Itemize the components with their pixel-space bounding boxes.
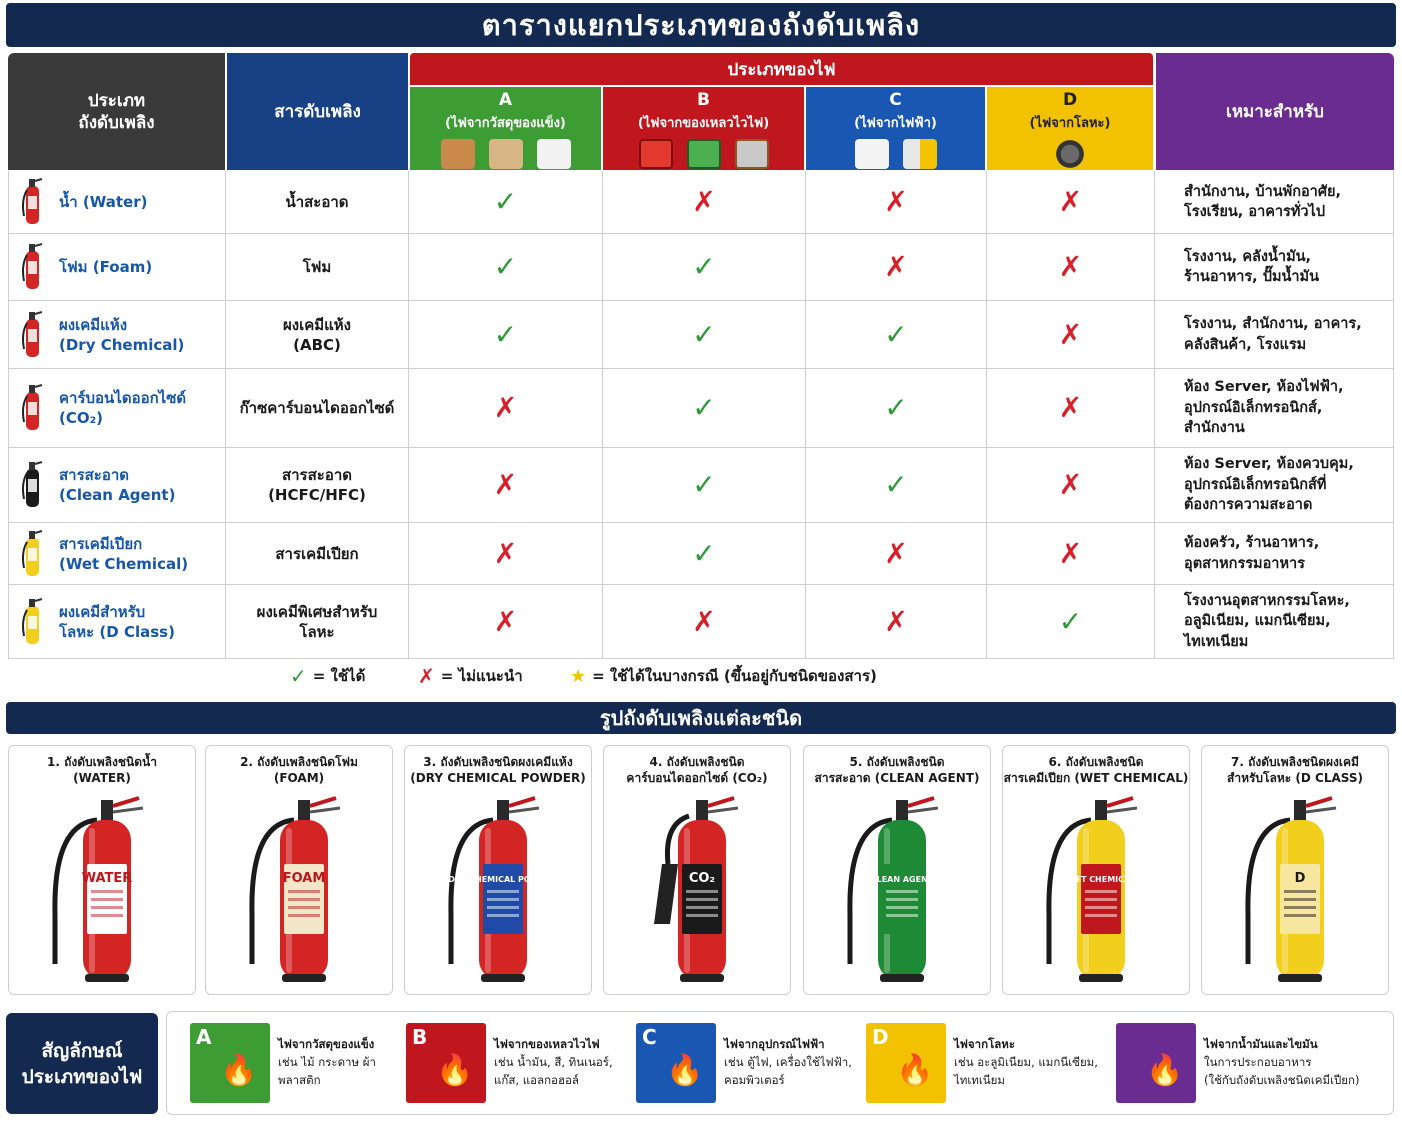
header-type-line2: ถังดับเพลิง	[78, 112, 155, 133]
cell-suitable	[1155, 171, 1394, 233]
cell-class-b	[603, 369, 806, 447]
cell-suitable	[1155, 523, 1394, 584]
cell-type	[8, 448, 226, 522]
type-name-line1: โฟม (Foam)	[59, 258, 153, 276]
suitable-line1: ห้อง Server, ห้องควบคุม,	[1184, 456, 1354, 473]
cross-icon: ✗	[1058, 317, 1083, 351]
symbol-desc-line2: (ใช้กับถังดับเพลิงชนิดเคมีเปียก)	[1204, 1073, 1360, 1087]
extinguisher-icon	[19, 176, 45, 228]
check-icon: ✓	[692, 250, 716, 283]
agent-line1: สารเคมีเปียก	[275, 544, 359, 563]
symbols-title-line1: สัญลักษณ์	[41, 1039, 123, 1062]
gears-icon	[1053, 139, 1087, 169]
card-caption-line2: สำหรับโลหะ (D CLASS)	[1227, 771, 1363, 785]
suitable-line1: โรงงานอุตสาหกรรมโลหะ,	[1184, 592, 1350, 609]
symbol-desc-line2: พลาสติก	[278, 1073, 321, 1087]
cross-icon: ✗	[884, 185, 908, 218]
type-name-line1: น้ำ (Water)	[59, 193, 148, 211]
cell-suitable	[1155, 234, 1394, 300]
suitable-line2: โรงเรียน, อาคารทั่วไป	[1184, 204, 1326, 220]
symbol-letter: D	[872, 1025, 889, 1049]
cell-type	[8, 301, 226, 368]
suitable-line2: อุปกรณ์อิเล็กทรอนิกส์ที่	[1184, 476, 1327, 493]
cell-class-b	[603, 301, 806, 368]
type-name-line2: (Clean Agent)	[59, 486, 176, 504]
extinguisher-image	[634, 794, 762, 989]
fuel-can-icon	[639, 139, 673, 169]
class-c-header	[806, 87, 985, 170]
extinguisher-icon	[19, 528, 45, 580]
cell-agent	[226, 585, 409, 658]
cell-agent	[226, 523, 409, 584]
type-name-line1: ผงเคมีแห้ง	[59, 315, 128, 334]
symbol-desc-line2: คอมพิวเตอร์	[724, 1073, 785, 1087]
symbol-title: ไฟจากโลหะ	[954, 1037, 1016, 1051]
legend-star-text: = ใช้ได้ในบางกรณี (ขึ้นอยู่กับชนิดของสาร)	[592, 667, 877, 685]
table-row	[8, 369, 1394, 448]
card-caption-line2: (WATER)	[73, 771, 131, 785]
cell-class-c	[806, 234, 987, 300]
header-fire-types	[410, 53, 1153, 85]
symbol-desc-line1: เช่น ตู้ไฟ, เครื่องใช้ไฟฟ้า,	[724, 1055, 852, 1069]
cell-suitable	[1155, 585, 1394, 658]
cross-icon: ✗	[1058, 250, 1083, 283]
cell-suitable	[1155, 369, 1394, 447]
cell-class-c	[806, 171, 987, 233]
cell-class-b	[603, 585, 806, 658]
electric-fire-icon: C 🔥	[636, 1023, 716, 1103]
check-icon: ✓	[884, 391, 908, 424]
symbol-letter: C	[642, 1025, 657, 1049]
class-c-desc: (ไฟจากไฟฟ้า)	[854, 116, 937, 131]
symbol-letter: A	[196, 1025, 212, 1049]
check-icon: ✓	[884, 468, 908, 501]
class-b-header	[603, 87, 804, 170]
extinguisher-image	[236, 794, 364, 989]
cell-class-c	[806, 369, 987, 447]
cell-agent	[226, 448, 409, 522]
cell-type	[8, 523, 226, 584]
agent-line1: ผงเคมีแห้ง	[282, 315, 352, 334]
class-b-letter: B	[697, 90, 710, 110]
extinguisher-card	[1002, 745, 1190, 995]
header-agent-label: สารดับเพลิง	[274, 102, 361, 122]
table-row	[8, 448, 1394, 523]
cell-class-d	[987, 523, 1155, 584]
table-row	[8, 523, 1394, 585]
symbols-title-line2: ประเภทของไฟ	[21, 1065, 143, 1088]
card-caption-line2: (FOAM)	[273, 771, 325, 785]
cell-class-a	[409, 369, 603, 447]
cross-icon: ✗	[1058, 391, 1083, 424]
card-caption-line1: 1. ถังดับเพลิงชนิดน้ำ	[47, 755, 157, 769]
cell-class-c	[806, 301, 987, 368]
cross-icon: ✗	[418, 664, 435, 688]
cell-class-a	[409, 448, 603, 522]
cell-class-a	[409, 234, 603, 300]
type-name-line1: สารเคมีเปียก	[59, 534, 143, 553]
header-extinguisher-type	[8, 53, 225, 170]
cell-class-b	[603, 448, 806, 522]
suitable-line2: อุตสาหกรรมอาหาร	[1184, 555, 1305, 572]
suitable-line1: ห้องครัว, ร้านอาหาร,	[1184, 535, 1320, 551]
extinguisher-icon	[19, 309, 45, 361]
cell-class-d	[987, 448, 1155, 522]
symbol-desc-line2: แก๊ส, แอลกอฮอล์	[494, 1073, 579, 1087]
check-icon: ✓	[692, 536, 716, 570]
type-name-line1: ผงเคมีสำหรับ	[59, 602, 146, 621]
metal-fire-icon: D 🔥	[866, 1023, 946, 1103]
class-d-desc: (ไฟจากโลหะ)	[1029, 116, 1111, 131]
suitable-line3: ไทเทเนียม	[1184, 633, 1249, 650]
fire-symbol	[636, 1023, 852, 1103]
check-icon: ✓	[493, 185, 518, 218]
extinguisher-label: FOAM	[282, 871, 326, 886]
agent-line1: น้ำสะอาด	[285, 193, 349, 211]
table-row	[8, 585, 1394, 659]
fire-symbol	[1116, 1023, 1359, 1103]
extinguisher-card	[404, 745, 592, 995]
extinguisher-icon	[19, 382, 45, 434]
symbol-title: ไฟจากของเหลวไวไฟ	[494, 1037, 600, 1051]
cell-class-a	[409, 523, 603, 584]
extinguisher-label: DRY CHEMICAL POWDER	[448, 875, 558, 884]
box-icon	[489, 139, 523, 169]
header-agent	[227, 53, 408, 170]
extinguisher-label: D	[1294, 871, 1306, 886]
header-fire-types-label: ประเภทของไฟ	[727, 59, 836, 80]
cell-agent	[226, 301, 409, 368]
symbol-desc-line1: ในการประกอบอาหาร	[1204, 1055, 1312, 1069]
suitable-line2: คลังสินค้า, โรงแรม	[1184, 336, 1307, 353]
type-name-line2: โลหะ (D Class)	[59, 622, 175, 641]
extinguisher-icon	[19, 241, 45, 293]
agent-line2: (HCFC/HFC)	[268, 486, 366, 504]
class-d-header	[987, 87, 1153, 170]
pan-fire-icon: 🔥	[1116, 1023, 1196, 1103]
extinguisher-label: CLEAN AGENT	[870, 875, 934, 884]
check-icon: ✓	[1058, 604, 1083, 638]
fire-symbol	[406, 1023, 613, 1103]
suitable-line2: ร้านอาหาร, ปั๊มน้ำมัน	[1184, 269, 1320, 285]
cross-icon: ✗	[493, 468, 518, 501]
suitable-line1: สำนักงาน, บ้านพักอาศัย,	[1184, 183, 1342, 200]
cross-icon: ✗	[692, 185, 716, 218]
agent-line1: ผงเคมีพิเศษสำหรับ	[256, 602, 378, 621]
extinguisher-label: WET CHEMICAL	[1066, 875, 1136, 884]
check-icon: ✓	[290, 664, 307, 688]
cell-class-c	[806, 523, 987, 584]
suitable-line2: อลูมิเนียม, แมกนีเซียม,	[1184, 613, 1331, 630]
symbol-desc-line1: เช่น อะลูมิเนียม, แมกนีเซียม,	[954, 1055, 1098, 1069]
class-a-header	[410, 87, 601, 170]
star-icon: ★	[570, 665, 587, 687]
class-d-letter: D	[1062, 90, 1078, 110]
cell-type	[8, 171, 226, 233]
symbol-desc-line1: เช่น น้ำมัน, สี, ทินเนอร์,	[494, 1055, 613, 1069]
cross-icon: ✗	[493, 391, 518, 424]
check-icon: ✓	[692, 468, 716, 501]
table-row	[8, 171, 1394, 234]
cell-agent	[226, 171, 409, 233]
symbol-desc-line1: เช่น ไม้ กระดาษ ผ้า	[278, 1055, 376, 1069]
cross-icon: ✗	[884, 604, 908, 638]
cell-type	[8, 234, 226, 300]
cell-class-a	[409, 585, 603, 658]
check-icon: ✓	[884, 317, 908, 351]
check-icon: ✓	[493, 317, 518, 351]
class-a-desc: (ไฟจากวัสดุของแข็ง)	[445, 116, 566, 131]
suitable-line1: โรงงาน, สำนักงาน, อาคาร,	[1184, 316, 1362, 332]
cross-icon: ✗	[1058, 468, 1083, 501]
extinguisher-card	[1201, 745, 1389, 995]
symbols-title	[6, 1013, 158, 1114]
agent-line1: โฟม	[302, 258, 332, 276]
extinguisher-card	[8, 745, 196, 995]
cross-icon: ✗	[884, 250, 908, 283]
suitable-line3: ต้องการความสะอาด	[1184, 497, 1313, 514]
suitable-line1: ห้อง Server, ห้องไฟฟ้า,	[1184, 379, 1344, 396]
class-a-letter: A	[498, 90, 513, 110]
card-caption-line1: 2. ถังดับเพลิงชนิดโฟม	[240, 755, 358, 769]
cell-class-d	[987, 369, 1155, 447]
paper-icon	[537, 139, 571, 169]
check-icon: ✓	[493, 250, 518, 283]
legend-ok	[290, 664, 365, 688]
header-suitable	[1156, 53, 1394, 170]
type-name-line2: (Wet Chemical)	[59, 554, 189, 573]
cell-suitable	[1155, 448, 1394, 522]
section-title: รูปถังดับเพลิงแต่ละชนิด	[6, 702, 1396, 734]
extinguisher-icon	[19, 596, 45, 648]
symbol-title: ไฟจากอุปกรณ์ไฟฟ้า	[724, 1037, 825, 1051]
cell-class-d	[987, 234, 1155, 300]
extinguisher-card	[205, 745, 393, 995]
cell-class-d	[987, 301, 1155, 368]
agent-line1: ก๊าซคาร์บอนไดออกไซด์	[239, 399, 395, 417]
wood-icon	[441, 139, 475, 169]
type-name-line2: (CO₂)	[59, 409, 104, 427]
header-type-line1: ประเภท	[87, 90, 146, 111]
paint-can-icon	[735, 139, 769, 169]
extinguisher-image	[834, 794, 962, 989]
type-name-line2: (Dry Chemical)	[59, 335, 185, 354]
extinguisher-card	[603, 745, 791, 995]
card-caption-line1: 4. ถังดับเพลิงชนิด	[649, 755, 745, 769]
cell-class-a	[409, 171, 603, 233]
extinguisher-card	[803, 745, 991, 995]
cell-class-d	[987, 585, 1155, 658]
symbol-title: ไฟจากน้ำมันและไขมัน	[1204, 1037, 1318, 1051]
extinguisher-label: CO₂	[688, 871, 716, 886]
cell-class-b	[603, 234, 806, 300]
cell-class-b	[603, 523, 806, 584]
table-row	[8, 234, 1394, 301]
legend-no-text: = ไม่แนะนำ	[440, 667, 523, 685]
cell-class-c	[806, 448, 987, 522]
symbol-letter: B	[412, 1025, 428, 1049]
suitable-line2: อุปกรณ์อิเล็กทรอนิกส์,	[1184, 399, 1323, 416]
cell-type	[8, 585, 226, 658]
extinguisher-image	[1232, 794, 1360, 989]
check-icon: ✓	[692, 391, 716, 424]
cell-class-b	[603, 171, 806, 233]
fire-symbol	[866, 1023, 1098, 1103]
table-row	[8, 301, 1394, 369]
cross-icon: ✗	[884, 536, 908, 570]
extinguisher-image	[1033, 794, 1161, 989]
symbol-title: ไฟจากวัสดุของแข็ง	[278, 1037, 375, 1051]
cell-type	[8, 369, 226, 447]
cross-icon: ✗	[1058, 185, 1083, 218]
extinguisher-image	[39, 794, 167, 989]
cell-class-d	[987, 171, 1155, 233]
extinguisher-image	[435, 794, 563, 989]
card-caption-line2: สารเคมีเปียก (WET CHEMICAL)	[1003, 771, 1189, 785]
check-icon: ✓	[692, 317, 716, 351]
agent-line2: โลหะ	[299, 622, 335, 641]
trash-fire-icon: A 🔥	[190, 1023, 270, 1103]
suitable-line3: สำนักงาน	[1184, 420, 1245, 437]
card-caption-line1: 3. ถังดับเพลิงชนิดผงเคมีแห้ง	[423, 755, 573, 769]
cell-agent	[226, 369, 409, 447]
cross-icon: ✗	[493, 536, 518, 570]
agent-line2: (ABC)	[293, 335, 341, 354]
cross-icon: ✗	[1058, 536, 1083, 570]
type-name-line1: คาร์บอนไดออกไซด์	[59, 389, 187, 407]
type-name-line1: สารสะอาด	[59, 466, 130, 484]
cell-agent	[226, 234, 409, 300]
cell-class-a	[409, 301, 603, 368]
legend-star	[570, 664, 877, 688]
fire-symbol	[190, 1023, 376, 1103]
extinguisher-icon	[19, 459, 45, 511]
jerrycan-icon	[687, 139, 721, 169]
cell-class-c	[806, 585, 987, 658]
suitable-line1: โรงงาน, คลังน้ำมัน,	[1184, 248, 1312, 265]
page-title: ตารางแยกประเภทของถังดับเพลิง	[6, 3, 1396, 47]
card-caption-line2: สารสะอาด (CLEAN AGENT)	[814, 771, 980, 785]
symbol-desc-line2: ไทเทเนียม	[954, 1073, 1005, 1087]
class-b-desc: (ไฟจากของเหลวไวไฟ)	[637, 116, 770, 131]
cross-icon: ✗	[692, 604, 716, 638]
cell-suitable	[1155, 301, 1394, 368]
legend-no	[418, 664, 523, 688]
socket-icon	[855, 139, 889, 169]
card-caption-line1: 7. ถังดับเพลิงชนิดผงเคมี	[1231, 755, 1359, 769]
agent-line1: สารสะอาด	[281, 466, 352, 484]
cross-icon: ✗	[493, 604, 518, 638]
legend-ok-text: = ใช้ได้	[312, 667, 366, 685]
card-caption-line2: คาร์บอนไดออกไซด์ (CO₂)	[626, 771, 768, 785]
class-c-letter: C	[889, 90, 902, 110]
card-caption-line1: 5. ถังดับเพลิงชนิด	[849, 755, 945, 769]
header-suitable-label: เหมาะสำหรับ	[1226, 102, 1324, 122]
plug-lightning-icon	[903, 139, 937, 169]
extinguisher-label: WATER	[81, 871, 133, 886]
card-caption-line2: (DRY CHEMICAL POWDER)	[410, 771, 586, 785]
fuel-fire-icon: B 🔥	[406, 1023, 486, 1103]
card-caption-line1: 6. ถังดับเพลิงชนิด	[1048, 755, 1144, 769]
